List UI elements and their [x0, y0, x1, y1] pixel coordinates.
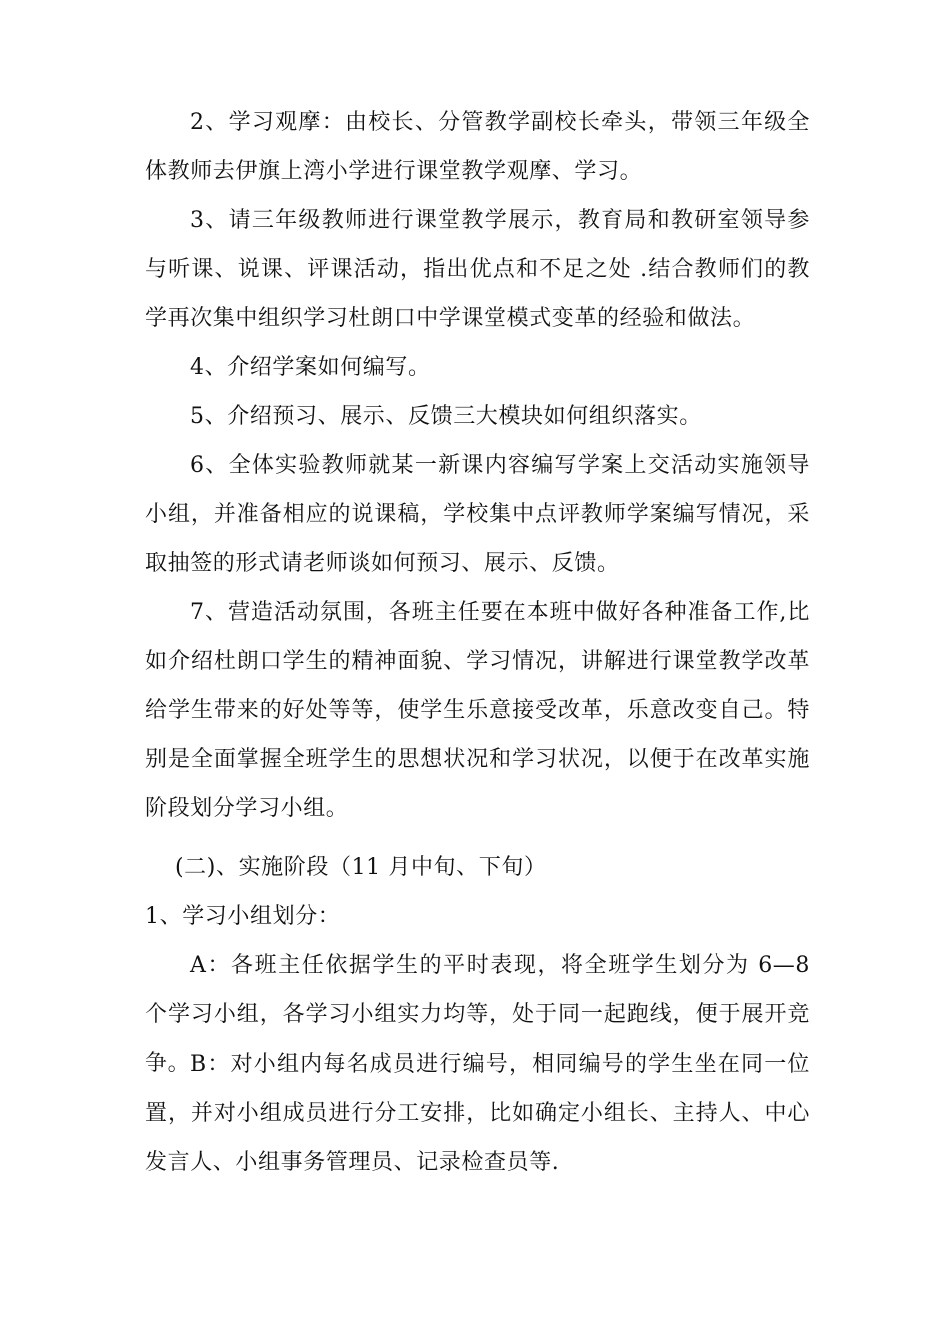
paragraph-item-4: 4、介绍学案如何编写。 — [190, 355, 431, 380]
paragraph-item-a: A：各班主任依据学生的平时表现，将全班学生划分为 6—8 个学习小组，各学习小组实力均等，处于同一起跑线，便于展开竞争。 — [145, 953, 810, 1076]
paragraph-item-7: 7、营造活动氛围，各班主任要在本班中做好各种准备工作,比如介绍杜朗口学生的精神面貌、学习情况，讲解进行课堂教学改革给学生带来的好处等等，使学生乐意接受改革，乐意改变自己。特别是全面掌握全班学生的思想状况和学习状况，以便于在改革实施阶段划分学习小组。 — [145, 600, 810, 821]
paragraph-item-3: 3、请三年级教师进行课堂教学展示，教育局和教研室领导参与听课、说课、评课活动，指出优点和不足之处 .结合教师们的教学再次集中组织学习杜朗口中学课堂模式变革的经验和做法。 — [145, 208, 810, 331]
subheading-group-division: 1、学习小组划分： — [145, 904, 341, 929]
paragraph-item-b: B：对小组内每名成员进行编号，相同编号的学生坐在同一位置，并对小组成员进行分工安排，比如确定小组长、主持人、中心发言人、小组事务管理员、记录检查员等. — [145, 1052, 810, 1175]
section-heading-implementation: (二)、实施阶段（11 月中旬、下旬） — [175, 855, 547, 880]
paragraph-item-6: 6、全体实验教师就某一新课内容编写学案上交活动实施领导小组，并准备相应的说课稿，学校集中点评教师学案编写情况，采取抽签的形式请老师谈如何预习、展示、反馈。 — [145, 453, 810, 576]
paragraph-item-5: 5、介绍预习、展示、反馈三大模块如何组织落实。 — [190, 404, 702, 429]
paragraph-item-2: 2、学习观摩：由校长、分管教学副校长牵头，带领三年级全体教师去伊旗上湾小学进行课堂教学观摩、学习。 — [145, 110, 810, 184]
